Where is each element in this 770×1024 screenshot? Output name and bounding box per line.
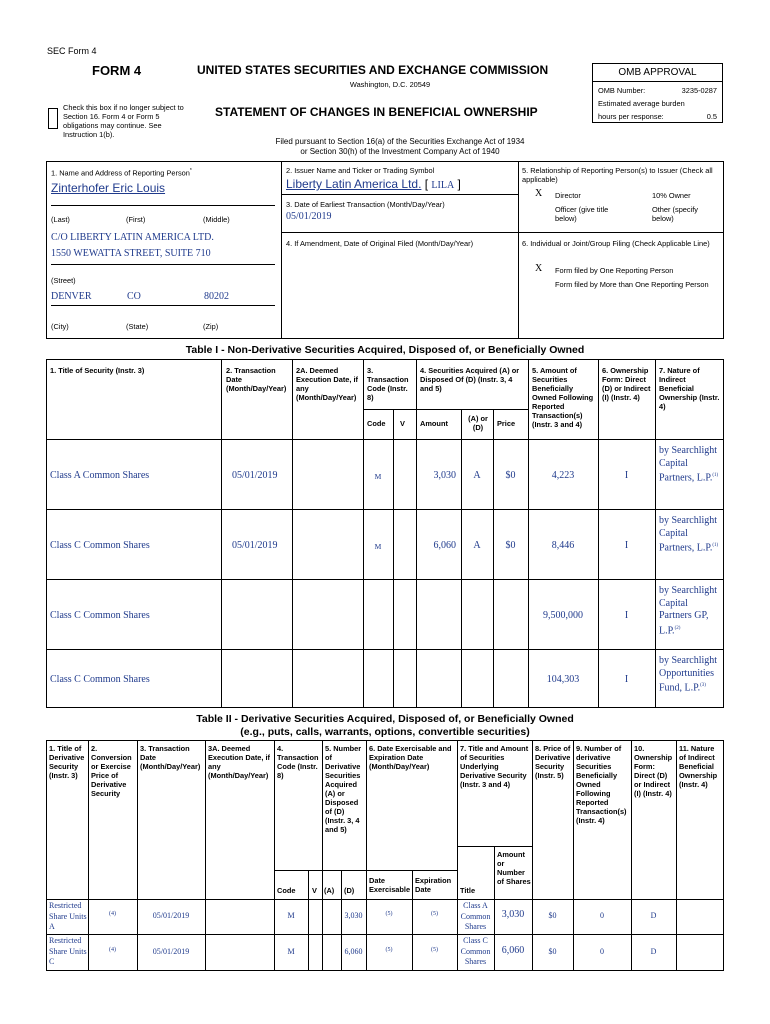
t1-h3: 3. Transaction Code (Instr. 8) xyxy=(367,366,409,402)
street-label: (Street) xyxy=(51,276,76,285)
t2-r0-date: 05/01/2019 xyxy=(152,911,190,920)
last-label: (Last) xyxy=(51,215,70,224)
t2-r1-dex: (5) xyxy=(385,947,393,953)
box3-label: 3. Date of Earliest Transaction (Month/Day/Year) xyxy=(286,200,445,209)
t2-date-ex: Date Exercisable xyxy=(369,876,411,894)
t2-h6: 6. Date Exercisable and Expiration Date (Month/Day/Year) xyxy=(369,744,452,771)
t2-r1-price: $0 xyxy=(548,947,557,956)
t1-r3-nature: by Searchlight Opportunities Fund, L.P.$^{(3)}$ xyxy=(659,655,718,694)
location: Washington, D.C. 20549 xyxy=(349,80,431,89)
city-value: DENVER xyxy=(51,291,92,302)
t2-r1-form: D xyxy=(650,947,657,956)
t1-h2: 2. Transaction Date (Month/Day/Year) xyxy=(226,366,287,393)
t1-h6: 6. Ownership Form: Direct (D) or Indirect (I) (Instr. 4) xyxy=(602,366,651,402)
omb-number-value: 3235-0287 xyxy=(681,86,717,95)
one-person-mark[interactable]: X xyxy=(535,263,543,274)
box1-label: 1. Name and Address of Reporting Person* xyxy=(51,168,192,178)
t1-r1-owned: 8,446 xyxy=(551,540,575,551)
t2-r0-utitle: Class A Common Shares xyxy=(460,901,491,931)
t1-h5: 5. Amount of Securities Beneficially Owned Following Reported Transaction(s) (Instr. 3 and 4) xyxy=(532,366,594,429)
ten-pct-label: 10% Owner xyxy=(652,191,691,200)
state-label: (State) xyxy=(126,322,149,331)
t2-r1-utitle: Class C Common Shares xyxy=(460,936,491,966)
t1-code: Code xyxy=(367,419,386,428)
t1-r0-code: M xyxy=(374,472,382,481)
table2-title-1: Table II - Derivative Securities Acquired, Disposed of, or Beneficially Owned xyxy=(196,713,574,725)
t2-h3: 3. Transaction Date (Month/Day/Year) xyxy=(140,744,201,771)
sec-form-label: SEC Form 4 xyxy=(47,46,97,56)
t1-r1-code: M xyxy=(374,542,382,551)
t2-r0-conv: (4) xyxy=(109,911,116,917)
t2-r0-title: Restricted Share Units A xyxy=(49,901,87,931)
t2-r1-owned: 0 xyxy=(600,947,604,956)
t1-r1-ad: A xyxy=(473,540,481,551)
earliest-date: 05/01/2019 xyxy=(286,211,332,222)
t1-price: Price xyxy=(497,419,516,428)
t1-h1: 1. Title of Security (Instr. 3) xyxy=(50,366,145,375)
t1-h4: 4. Securities Acquired (A) or Disposed Of (D) (Instr. 3, 4 and 5) xyxy=(420,366,520,393)
t1-h2a: 2A. Deemed Execution Date, if any (Month/Day/Year) xyxy=(296,366,359,402)
t2-a: (A) xyxy=(324,886,335,895)
address-line-2: 1550 WEWATTA STREET, SUITE 710 xyxy=(51,248,211,259)
t2-r1-code: M xyxy=(287,947,295,956)
t2-d: (D) xyxy=(344,886,355,895)
t2-r1-exp: (5) xyxy=(431,947,438,953)
commission-title: UNITED STATES SECURITIES AND EXCHANGE COMMISSION xyxy=(197,63,549,77)
t2-r0-price: $0 xyxy=(548,911,557,920)
t2-r0-owned: 0 xyxy=(600,911,604,920)
t2-h7: 7. Title and Amount of Securities Underlying Derivative Security (Instr. 3 and 4) xyxy=(460,744,529,789)
t1-r0-ad: A xyxy=(473,470,481,481)
director-label: Director xyxy=(555,191,581,200)
t2-r1-num: 6,060 xyxy=(344,947,363,956)
t2-r1-title: Restricted Share Units C xyxy=(49,936,87,966)
more-person-label: Form filed by More than One Reporting Person xyxy=(555,280,709,289)
issuer-name[interactable]: Liberty Latin America Ltd. xyxy=(286,177,422,191)
t2-h10: 10. Ownership Form: Direct (D) or Indirect (I) (Instr. 4) xyxy=(634,744,673,798)
t2-h2: 2. Conversion or Exercise Price of Derivative Security xyxy=(91,744,132,798)
t2-code: Code xyxy=(277,886,296,895)
one-person-label: Form filed by One Reporting Person xyxy=(555,266,674,275)
t1-r1-date: 05/01/2019 xyxy=(232,540,278,551)
t2-h11: 11. Nature of Indirect Beneficial Ownership (Instr. 4) xyxy=(679,744,718,789)
other-label: Other (specify below) xyxy=(652,205,699,223)
t2-r1-uamt: 6,060 xyxy=(501,945,525,956)
t1-r2-nature: by Searchlight Capital Partners GP, L.P.$^{(2)}$ xyxy=(659,585,718,636)
filed-line-2: or Section 30(h) of the Investment Company Act of 1940 xyxy=(300,147,500,156)
form-title: FORM 4 xyxy=(92,63,142,78)
t1-r1-nature: by Searchlight Capital Partners, L.P.$^{(1)}$ xyxy=(659,515,719,554)
t1-r0-title: Class A Common Shares xyxy=(50,470,150,481)
t1-r2-form: I xyxy=(624,610,629,621)
t2-r0-form: D xyxy=(650,911,657,920)
t2-r0-dex: (5) xyxy=(385,911,393,917)
t2-h4: 4. Transaction Code (Instr. 8) xyxy=(277,744,319,780)
t1-r1-amount: 6,060 xyxy=(433,540,456,551)
omb-title: OMB APPROVAL xyxy=(593,64,722,82)
t2-h9: 9. Number of derivative Securities Beneficially Owned Following Reported Transaction(s) (Instr. 4) xyxy=(576,744,627,825)
box2-label: 2. Issuer Name and Ticker or Trading Symbol xyxy=(286,166,435,175)
t1-r0-amount: 3,030 xyxy=(433,470,456,481)
middle-label: (Middle) xyxy=(203,215,230,224)
table2-title-2: (e.g., puts, calls, warrants, options, convertible securities) xyxy=(240,726,530,738)
box5-label: 5. Relationship of Reporting Person(s) to Issuer (Check all applicable) xyxy=(522,166,713,184)
t2-amt-col: Amount or Number of Shares xyxy=(497,850,531,886)
t2-r1-conv: (4) xyxy=(109,947,116,953)
omb-approval-box xyxy=(592,63,723,123)
omb-number-label: OMB Number: xyxy=(598,86,646,95)
t2-h5: 5. Number of Derivative Securities Acquired (A) or Disposed of (D) (Instr. 3, 4 and 5) xyxy=(325,744,362,834)
t1-aord: (A) or (D) xyxy=(468,414,488,432)
t2-r0-uamt: 3,030 xyxy=(501,909,525,920)
omb-hours-label: hours per response: xyxy=(598,112,664,121)
t1-r3-title: Class C Common Shares xyxy=(50,674,150,685)
city-label: (City) xyxy=(51,322,69,331)
t2-r0-code: M xyxy=(287,911,295,920)
omb-hours-value: 0.5 xyxy=(706,112,717,121)
issuer-ticker: LILA xyxy=(431,180,455,191)
zip-value: 80202 xyxy=(204,291,229,302)
box6-label: 6. Individual or Joint/Group Filing (Check Applicable Line) xyxy=(522,239,710,248)
t1-r3-owned: 104,303 xyxy=(546,674,580,685)
t1-r3-form: I xyxy=(624,674,629,685)
t2-r1-date: 05/01/2019 xyxy=(152,947,190,956)
t2-title-col: Title xyxy=(460,886,476,895)
t2-r0-num: 3,030 xyxy=(344,911,363,920)
no-longer-subject-checkbox[interactable] xyxy=(48,108,58,129)
table1-frame xyxy=(46,359,724,708)
t2-h8: 8. Price of Derivative Security (Instr. 5) xyxy=(535,744,571,780)
statement-title: STATEMENT OF CHANGES IN BENEFICIAL OWNERSHIP xyxy=(215,105,538,119)
t1-r1-form: I xyxy=(624,540,629,551)
filed-line-1: Filed pursuant to Section 16(a) of the Securities Exchange Act of 1934 xyxy=(275,137,525,146)
t1-r0-nature: by Searchlight Capital Partners, L.P.$^{(1)}$ xyxy=(659,445,719,484)
t2-h1: 1. Title of Derivative Security (Instr. 3) xyxy=(49,744,85,780)
checkbox-text: Check this box if no longer subject to Section 16. Form 4 or Form 5 obligations may continue. See Instruction 1(b). xyxy=(63,103,184,139)
t1-r0-date: 05/01/2019 xyxy=(232,470,278,481)
omb-burden-label: Estimated average burden xyxy=(598,99,685,108)
t1-h7: 7. Nature of Indirect Beneficial Ownership (Instr. 4) xyxy=(659,366,720,411)
table1-title: Table I - Non-Derivative Securities Acquired, Disposed of, or Beneficially Owned xyxy=(185,344,585,356)
t2-r0-exp: (5) xyxy=(431,911,438,917)
t1-r0-form: I xyxy=(624,470,629,481)
first-label: (First) xyxy=(126,215,146,224)
t1-r0-owned: 4,223 xyxy=(551,470,575,481)
t1-amount: Amount xyxy=(420,419,448,428)
t1-v: V xyxy=(400,419,405,428)
t2-exp: Expiration Date xyxy=(415,876,452,894)
director-mark[interactable]: X xyxy=(535,188,543,199)
t1-r2-title: Class C Common Shares xyxy=(50,610,150,621)
zip-label: (Zip) xyxy=(203,322,219,331)
state-value: CO xyxy=(127,291,141,302)
t2-h3a: 3A. Deemed Execution Date, if any (Month/Day/Year) xyxy=(208,744,271,780)
t1-r0-price: $0 xyxy=(505,470,516,481)
t1-r1-title: Class C Common Shares xyxy=(50,540,150,551)
t2-v: V xyxy=(312,886,317,895)
box4-label: 4. If Amendment, Date of Original Filed (Month/Day/Year) xyxy=(286,239,474,248)
t1-r1-price: $0 xyxy=(505,540,516,551)
officer-label: Officer (give title below) xyxy=(555,205,609,223)
address-line-1: C/O LIBERTY LATIN AMERICA LTD. xyxy=(51,232,214,243)
reporting-person-name[interactable]: Zinterhofer Eric Louis xyxy=(51,181,166,195)
t1-r2-owned: 9,500,000 xyxy=(543,610,583,621)
issuer-name-ticker: Liberty Latin America Ltd. [ LILA ] xyxy=(286,177,461,191)
